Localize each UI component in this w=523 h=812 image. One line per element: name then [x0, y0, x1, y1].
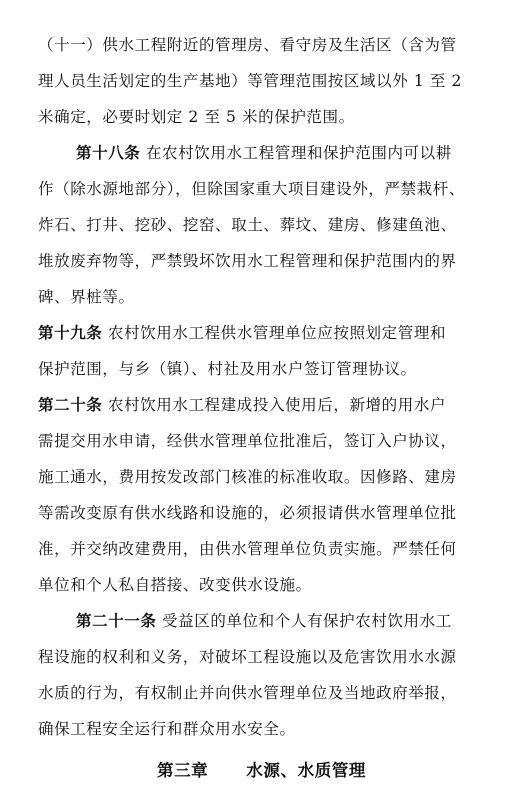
article-19-label: 第十九条 [38, 324, 103, 342]
clause-11-line-3: 米确定，必要时划定 2 至 5 米的保护范围。 [38, 108, 355, 126]
article-21-line-1: 受益区的单位和个人有保护农村饮用水工 [162, 612, 452, 630]
article-18-line-2: 作（除水源地部分），但除国家重大项目建设外，严禁栽杆、 [38, 180, 465, 198]
article-20-line-1: 农村饮用水工程建成投入使用后，新增的用水户 [107, 396, 447, 414]
article-19-line-1: 农村饮用水工程供水管理单位应按照划定管理和 [107, 324, 447, 342]
article-20-line-3: 施工通水，费用按发改部门核准的标准收取。因修路、建房 [38, 468, 457, 486]
article-19-first-line [38, 316, 500, 350]
article-18-line-3: 炸石、打井、挖砂、挖窑、取土、葬坟、建房、修建鱼池、 [38, 216, 457, 234]
article-21-label: 第二十一条 [76, 612, 157, 630]
article-21-line-2: 程设施的权利和义务，对破坏工程设施以及危害饮用水水源 [38, 648, 457, 666]
article-20-line-6: 单位和个人私自搭接、改变供水设施。 [38, 576, 312, 594]
article-21-first-line [38, 604, 500, 638]
clause-11-line-2: 理人员生活划定的生产基地）等管理范围按区域以外 1 至 2 [38, 72, 462, 90]
article-18-line-1: 在农村饮用水工程管理和保护范围内可以耕 [145, 144, 452, 162]
article-20-first-line [38, 388, 500, 422]
article-18-first-line [38, 136, 500, 170]
article-21-line-3: 水质的行为，有权制止并向供水管理单位及当地政府举报， [38, 684, 457, 702]
article-19-line-2: 保护范围，与乡（镇）、村社及用水户签订管理协议。 [38, 360, 417, 378]
article-20-label: 第二十条 [38, 396, 103, 414]
article-21-line-4: 确保工程安全运行和群众用水安全。 [38, 720, 296, 738]
chapter-heading [0, 756, 523, 786]
chapter-title: 水源、水质管理 [246, 761, 366, 780]
article-18-line-5: 碑、界桩等。 [38, 288, 135, 306]
article-18-label: 第十八条 [76, 144, 141, 162]
chapter-number: 第三章 [156, 761, 209, 780]
clause-11-line-1: （十一）供水工程附近的管理房、看守房及生活区（含为管 [38, 36, 457, 54]
article-20-line-5: 准，并交纳改建费用，由供水管理单位负责实施。严禁任何 [38, 540, 457, 558]
article-20-line-4: 等需改变原有供水线路和设施的，必须报请供水管理单位批 [38, 504, 457, 522]
article-18-line-4: 堆放废弃物等，严禁毁坏饮用水工程管理和保护范围内的界 [38, 252, 457, 270]
article-20-line-2: 需提交用水申请，经供水管理单位批准后，签订入户协议， [38, 432, 457, 450]
